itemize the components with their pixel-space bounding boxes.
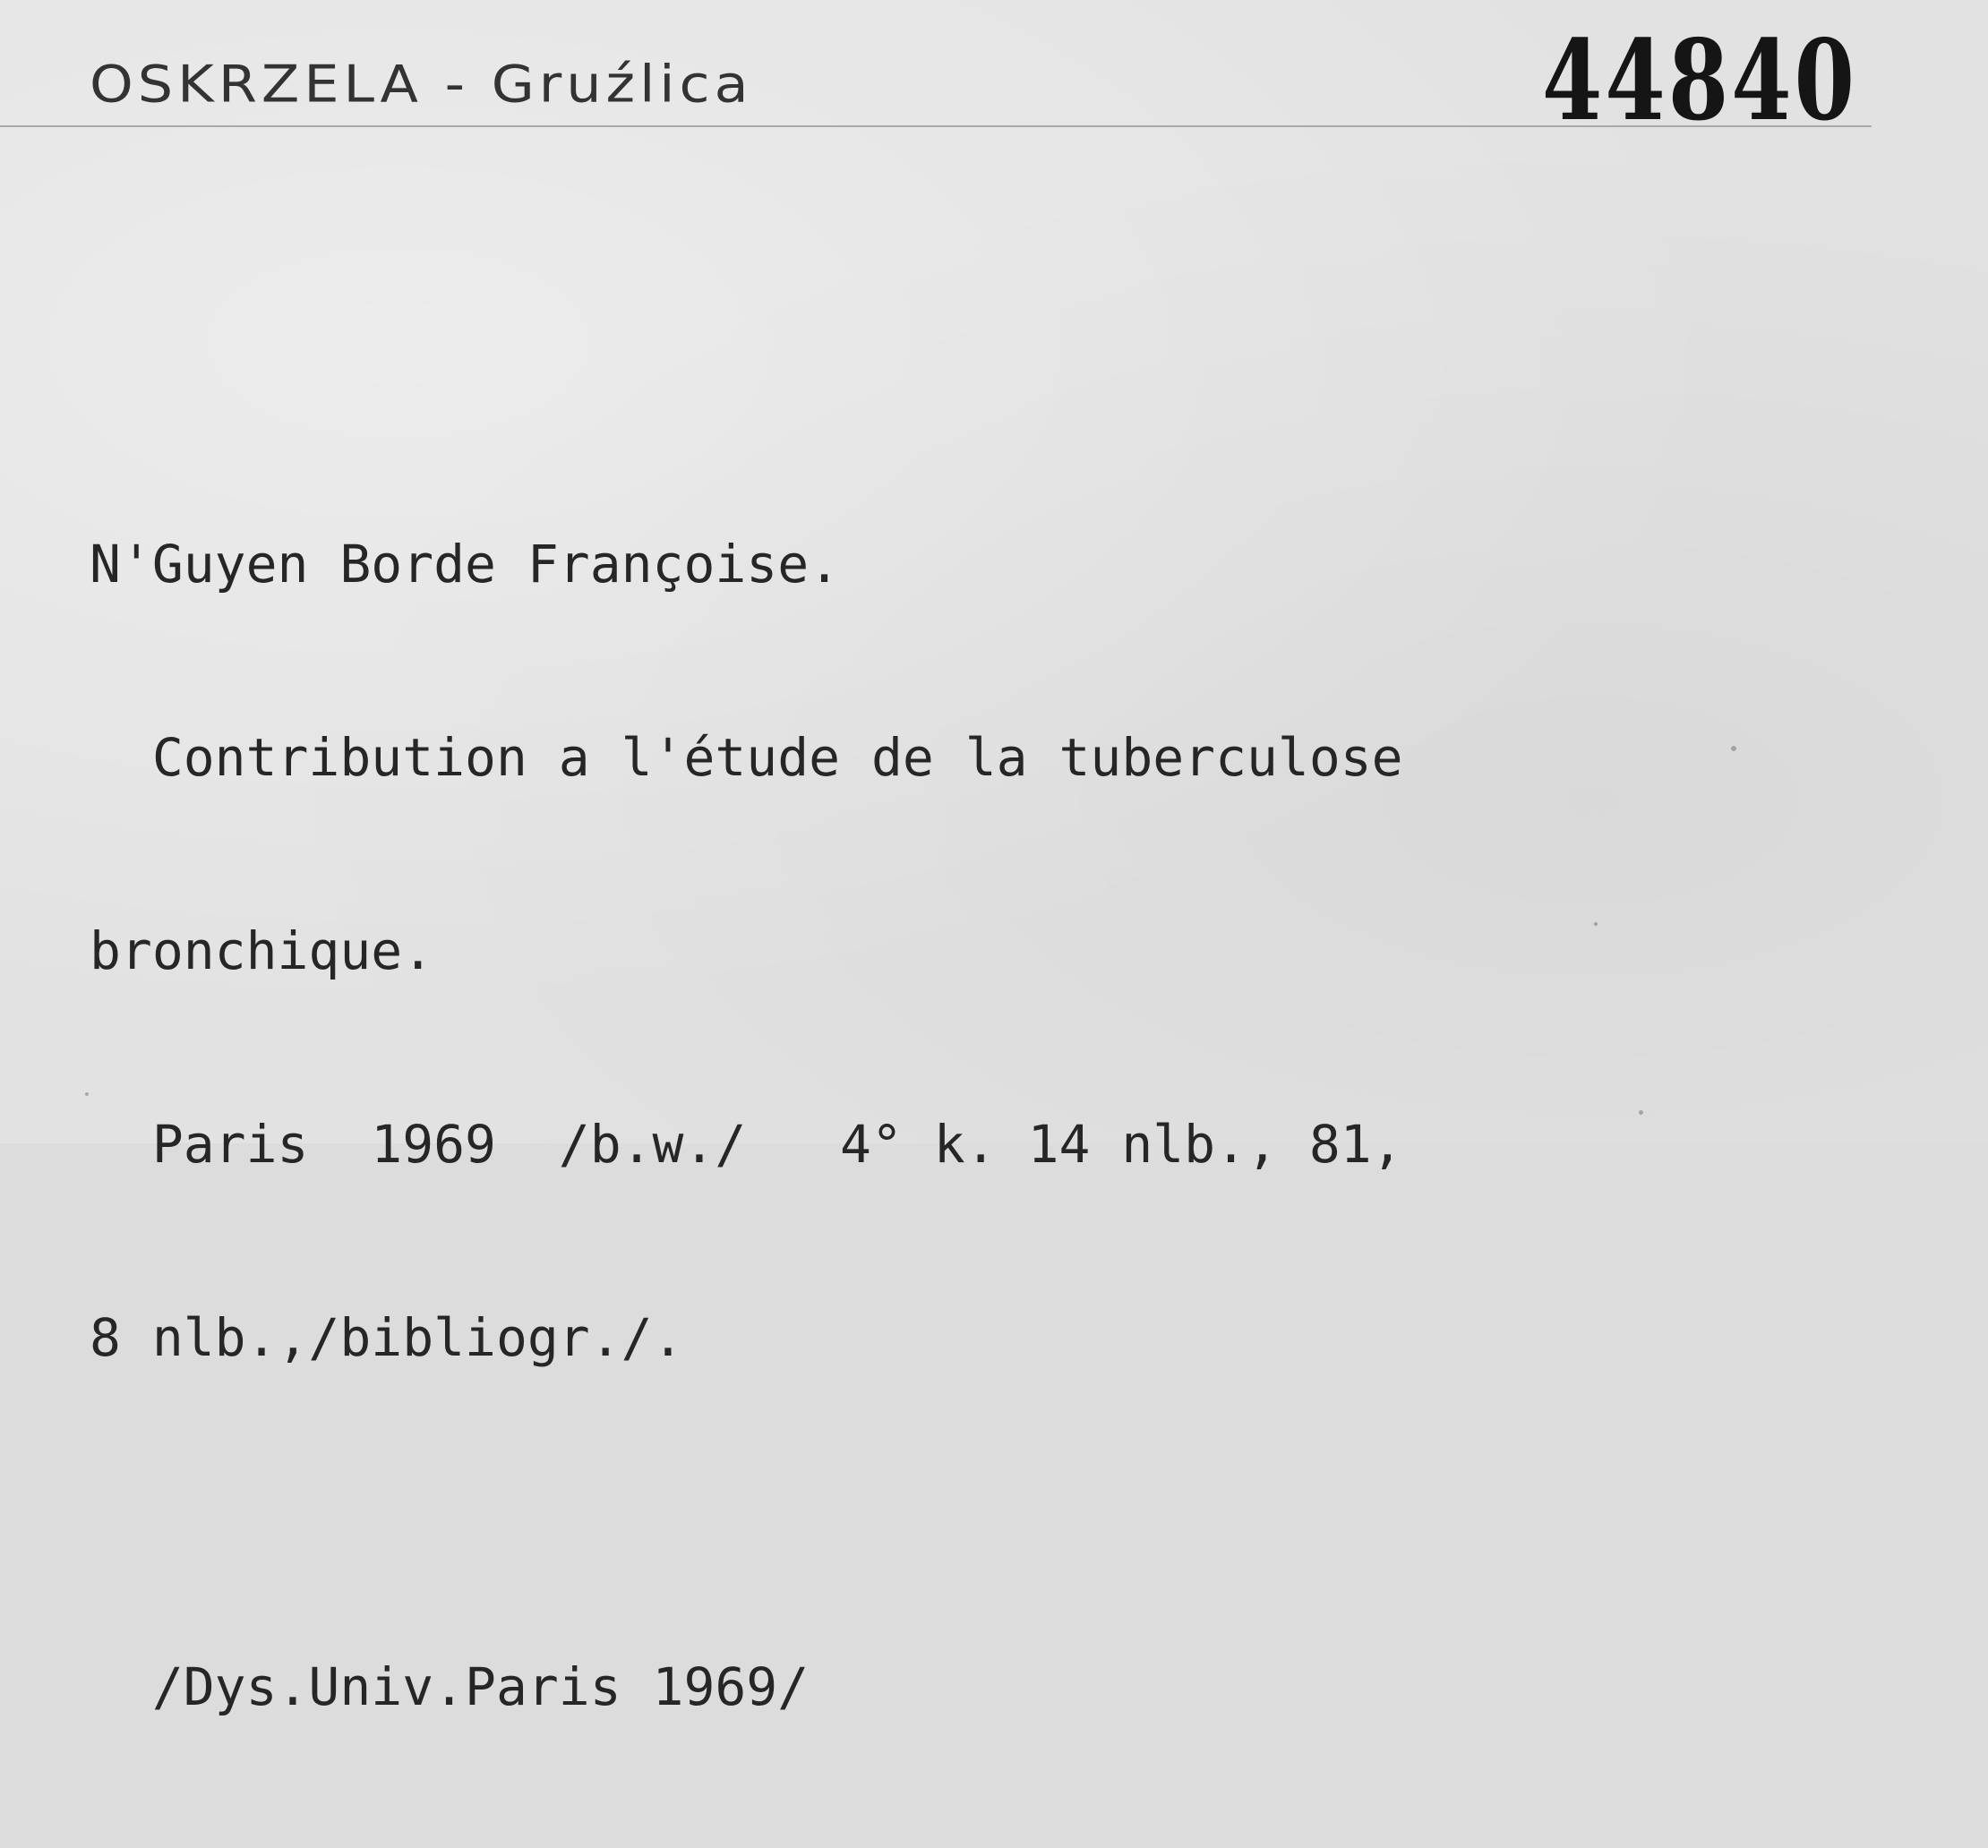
- paper-speck: [1594, 922, 1598, 926]
- call-number-stamp: 44840: [1542, 16, 1858, 146]
- author-line: N'Guyen Borde Françoise.: [90, 534, 841, 595]
- title-line: Contribution a l'étude de la tuberculose: [90, 727, 1403, 788]
- spacer: [90, 1499, 1403, 1526]
- imprint-line-continued: 8 nlb.,/bibliogr./.: [90, 1307, 684, 1368]
- bibliographic-entry: [90, 403, 1403, 1848]
- title-line-continued: bronchique.: [90, 920, 434, 981]
- imprint-line: Paris 1969 /b.w./ 4° k. 14 nlb., 81,: [90, 1114, 1403, 1175]
- paper-speck: [85, 1092, 89, 1096]
- paper-speck: [1639, 1110, 1643, 1115]
- paper-speck: [1731, 746, 1736, 751]
- subject-heading: OSKRZELA - Gruźlica: [90, 54, 753, 115]
- dissertation-note: /Dys.Univ.Paris 1969/: [90, 1656, 810, 1717]
